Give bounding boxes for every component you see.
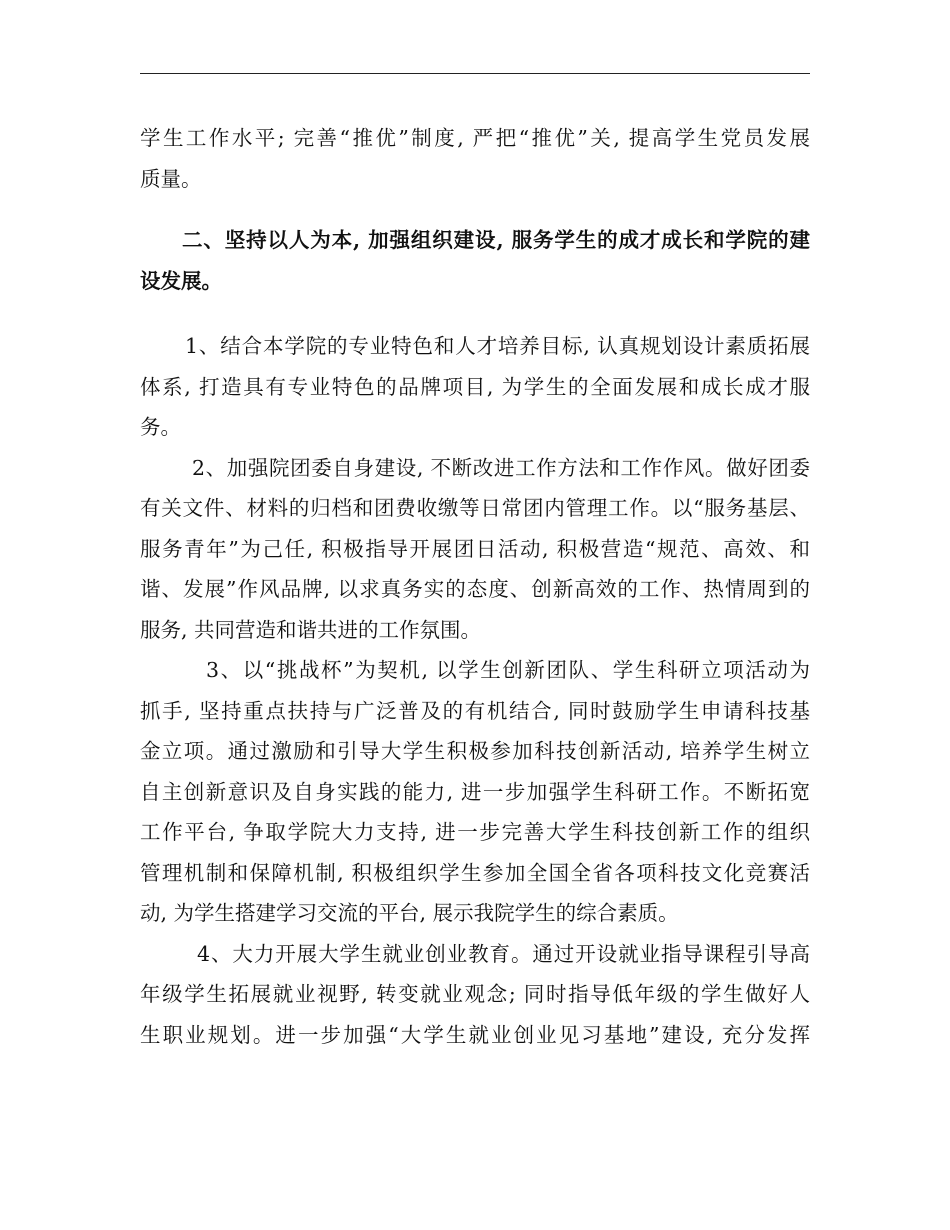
text-line: 服务, 共同营造和谐共进的工作氛围。 xyxy=(140,617,482,642)
paragraph-item-1 xyxy=(140,326,810,448)
text-line: 工作平台, 争取学院大力支持, 进一步完善大学生科技创新工作的组织 xyxy=(140,820,810,844)
text-line: 管理机制和保障机制, 积极组织学生参加全国全省各项科技文化竞赛活 xyxy=(140,860,810,885)
text-line: 金立项。通过激励和引导大学生积极参加科技创新活动, 培养学生树立 xyxy=(140,739,810,763)
heading-line: 二、坚持以人为本, 加强组织建设, 服务学生的成才成长和学院的建 xyxy=(182,228,810,252)
paragraph-item-2 xyxy=(140,448,810,651)
text-line: 有关文件、材料的归档和团费收缴等日常团内管理工作。以“服务基层、 xyxy=(140,496,810,520)
text-line: 务。 xyxy=(140,415,181,439)
paragraph-item-3 xyxy=(140,650,810,934)
text-line: 生职业规划。进一步加强“大学生就业创业见习基地”建设, 充分发挥 xyxy=(140,1022,810,1047)
text-line: 2、加强院团委自身建设, 不断改进工作方法和工作作风。做好团委 xyxy=(192,455,810,480)
text-line: 3、以“挑战杯”为契机, 以学生创新团队、学生科研立项活动为 xyxy=(206,658,810,682)
document-body xyxy=(140,118,810,1055)
text-line: 谐、发展”作风品牌, 以求真务实的态度、创新高效的工作、热情周到的 xyxy=(140,577,810,601)
text-line: 1、结合本学院的专业特色和人才培养目标, 认真规划设计素质拓展 xyxy=(185,334,810,358)
text-line: 学生工作水平; 完善“推优”制度, 严把“推优”关, 提高学生党员发展 xyxy=(140,126,810,150)
text-line: 动, 为学生搭建学习交流的平台, 展示我院学生的综合素质。 xyxy=(140,901,679,925)
text-line: 服务青年”为己任, 积极指导开展团日活动, 积极营造“规范、高效、和 xyxy=(140,536,810,561)
section-heading-2 xyxy=(140,220,810,301)
text-line: 4、大力开展大学生就业创业教育。通过开设就业指导课程引导高 xyxy=(197,941,810,966)
text-line: 年级学生拓展就业视野, 转变就业观念; 同时指导低年级的学生做好人 xyxy=(140,982,810,1006)
text-line: 抓手, 坚持重点扶持与广泛普及的有机结合, 同时鼓励学生申请科技基 xyxy=(140,698,810,723)
text-line: 质量。 xyxy=(140,166,202,191)
text-line: 体系, 打造具有专业特色的品牌项目, 为学生的全面发展和成长成才服 xyxy=(140,374,810,399)
paragraph-item-4 xyxy=(140,934,810,1056)
heading-line: 设发展。 xyxy=(140,268,222,293)
intro-paragraph xyxy=(140,118,810,199)
header-rule xyxy=(140,73,810,74)
text-line: 自主创新意识及自身实践的能力, 进一步加强学生科研工作。不断拓宽 xyxy=(140,779,810,804)
